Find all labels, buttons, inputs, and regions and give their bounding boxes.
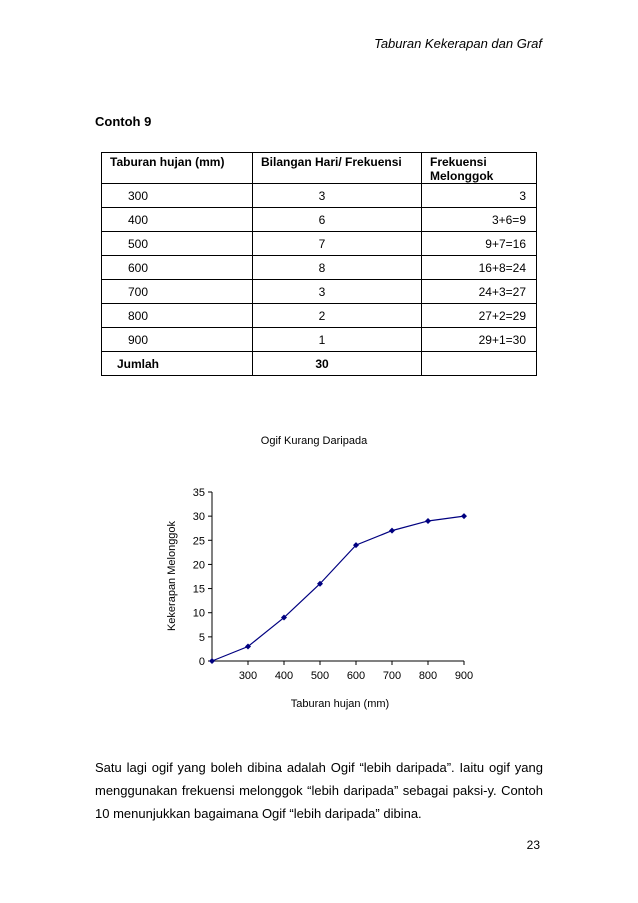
cell-rainfall: 500 xyxy=(102,232,253,256)
frequency-table xyxy=(101,152,537,376)
body-paragraph: Satu lagi ogif yang boleh dibina adalah Ogif “lebih daripada”. Iaitu ogif yang menggunakan frekuensi melonggok “lebih daripada” sebagai paksi-y. Contoh 10 menunjukkan bagaimana Ogif “lebih daripada” dibina. xyxy=(95,760,543,821)
header-cumulative: Frekuensi Melonggok xyxy=(422,153,537,184)
data-point-marker xyxy=(389,528,395,534)
cell-cumulative: 3 xyxy=(422,184,537,208)
data-point-marker xyxy=(425,518,431,524)
cell-cumulative: 9+7=16 xyxy=(422,232,537,256)
table-row xyxy=(102,208,537,232)
chart-title: Ogif Kurang Daripada xyxy=(260,435,368,447)
x-tick-label: 900 xyxy=(454,670,474,682)
table-header-row xyxy=(102,153,537,184)
y-tick-label: 30 xyxy=(192,511,205,524)
example-heading: Contoh 9 xyxy=(95,114,152,129)
body-paragraph-block xyxy=(95,756,543,825)
cell-frequency: 1 xyxy=(253,328,422,352)
cell-cumulative: 3+6=9 xyxy=(422,208,537,232)
cell-frequency: 8 xyxy=(253,256,422,280)
x-tick-label: 300 xyxy=(238,670,258,682)
table-row xyxy=(102,184,537,208)
table-row xyxy=(102,304,537,328)
series-line xyxy=(212,516,464,661)
x-tick-label: 800 xyxy=(418,670,438,682)
cell-frequency: 7 xyxy=(253,232,422,256)
x-tick-label: 400 xyxy=(274,670,294,682)
cell-frequency: 6 xyxy=(253,208,422,232)
y-tick-label: 0 xyxy=(198,656,205,668)
cell-cumulative: 29+1=30 xyxy=(422,328,537,352)
cell-cumulative: 16+8=24 xyxy=(422,256,537,280)
table-row xyxy=(102,328,537,352)
cell-rainfall: 600 xyxy=(102,256,253,280)
x-tick-label: 600 xyxy=(346,670,366,682)
data-point-marker xyxy=(461,513,467,519)
chart-axes xyxy=(212,492,464,661)
cell-cumulative: 27+2=29 xyxy=(422,304,537,328)
header-rainfall: Taburan hujan (mm) xyxy=(102,153,253,184)
x-tick-label: 500 xyxy=(310,670,330,682)
y-tick-label: 20 xyxy=(192,559,205,572)
cell-frequency: 3 xyxy=(253,280,422,304)
cell-rainfall: 400 xyxy=(102,208,253,232)
y-axis-label: Kekerapan Melonggok xyxy=(166,520,178,632)
running-header: Taburan Kekerapan dan Graf xyxy=(374,36,542,51)
total-label: Jumlah xyxy=(102,352,253,376)
table-row xyxy=(102,256,537,280)
total-value: 30 xyxy=(253,352,422,376)
chart-ticks xyxy=(193,487,473,682)
table-row xyxy=(102,280,537,304)
y-tick-label: 10 xyxy=(192,607,205,620)
cell-frequency: 2 xyxy=(253,304,422,328)
cell-rainfall: 300 xyxy=(102,184,253,208)
y-tick-label: 15 xyxy=(192,583,205,596)
cell-rainfall: 800 xyxy=(102,304,253,328)
y-tick-label: 35 xyxy=(192,487,205,499)
cell-rainfall: 700 xyxy=(102,280,253,304)
cell-cumulative: 24+3=27 xyxy=(422,280,537,304)
header-frequency: Bilangan Hari/ Frekuensi xyxy=(253,153,422,184)
x-axis-label: Taburan hujan (mm) xyxy=(290,698,390,710)
cell-frequency: 3 xyxy=(253,184,422,208)
table-row xyxy=(102,232,537,256)
total-cumulative xyxy=(422,352,537,376)
chart-series xyxy=(209,513,467,664)
x-tick-label: 700 xyxy=(382,670,402,682)
table-total-row xyxy=(102,352,537,376)
data-point-marker xyxy=(209,658,215,664)
y-tick-label: 5 xyxy=(198,631,205,644)
y-tick-label: 25 xyxy=(192,535,205,548)
cell-rainfall: 900 xyxy=(102,328,253,352)
ogive-chart xyxy=(0,420,638,730)
page-number: 23 xyxy=(526,838,540,852)
